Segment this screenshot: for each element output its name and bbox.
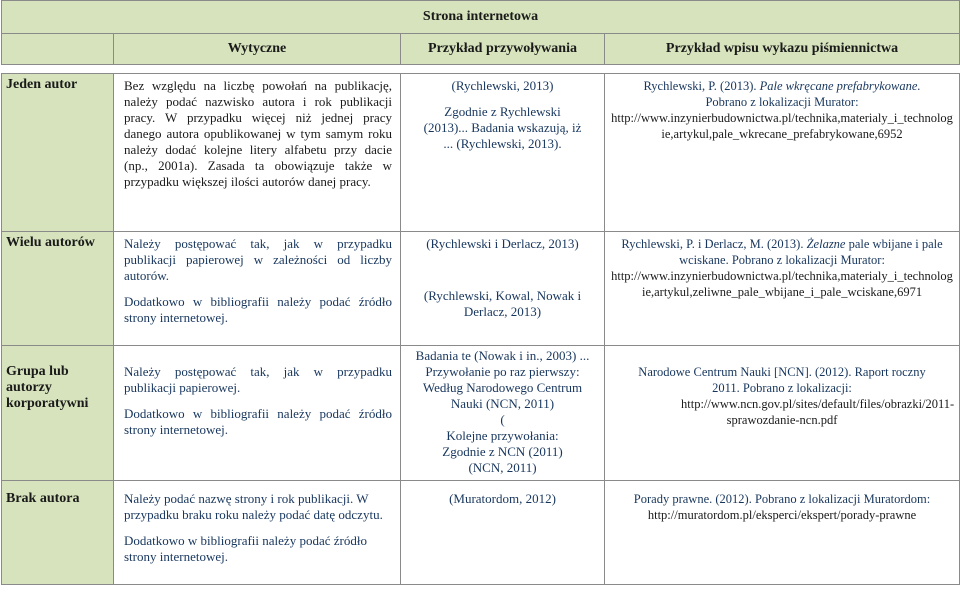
table-row bbox=[2, 346, 960, 481]
reference-title: Pale wkręcane prefabrykowane. bbox=[759, 79, 921, 93]
reference-url: http://www.ncn.gov.pl/sites/default/files/obrazki/2011-sprawozdanie-ncn.pdf bbox=[681, 397, 955, 427]
header-example-citation: Przykład przywoływania bbox=[401, 34, 605, 65]
header-spacer bbox=[2, 65, 960, 74]
row-rule bbox=[114, 481, 401, 585]
table-row bbox=[2, 74, 960, 232]
row-rule bbox=[114, 346, 401, 481]
rule-text: Bez względu na liczbę powołań na publikację, należy podać nazwisko autora i rok publikacji pracy. W przypadku więcej niż jednej pracy danego autora opublikowanej w tym samym roku należy dodać kolejne litery alfabetu przy dacie (np., 2001a). Zasada ta obowiązuje także w przypadku większej ilości autorów danej pracy. bbox=[124, 78, 392, 189]
row-examples bbox=[401, 346, 605, 481]
reference-text bbox=[611, 236, 953, 268]
reference-text bbox=[611, 78, 953, 94]
table-row bbox=[2, 481, 960, 585]
header-empty bbox=[2, 34, 114, 65]
reference-url: http://www.inzynierbudownictwa.pl/technika,materialy_i_technologie,artykul,zeliwne_pale_wbijane_i_pale_wciskane,6971 bbox=[611, 269, 953, 299]
rule-text: Należy postępować tak, jak w przypadku publikacji papierowej w zależności od liczby autorów. bbox=[124, 236, 392, 283]
table-row bbox=[2, 232, 960, 346]
reference-text: Narodowe Centrum Nauki [NCN]. (2012). Raport roczny 2011. Pobrano z lokalizacji: bbox=[638, 365, 926, 395]
row-author-type: Jeden autor bbox=[2, 74, 114, 232]
citation-guide-table bbox=[1, 0, 960, 585]
rule-text: Dodatkowo w bibliografii należy podać źródło strony internetowej. bbox=[124, 294, 392, 325]
rule-text: Należy podać nazwę strony i rok publikacji. W przypadku braku roku należy podać datę odczytu. bbox=[124, 491, 383, 522]
example-text: (NCN, 2011) bbox=[468, 460, 537, 475]
row-examples bbox=[401, 481, 605, 585]
rule-text: Dodatkowo w bibliografii należy podać źródło strony internetowej. bbox=[124, 533, 367, 564]
reference-title-rest: pale wbijane i pale wciskane. Pobrano z lokalizacji Murator: bbox=[679, 237, 943, 267]
example-text: Przywołanie po raz pierwszy: Według Narodowego Centrum Nauki (NCN, 2011) bbox=[422, 364, 583, 411]
reference-url: http://muratordom.pl/eksperci/ekspert/porady-prawne bbox=[647, 508, 917, 522]
table-title: Strona internetowa bbox=[2, 1, 960, 34]
row-rule bbox=[114, 74, 401, 232]
reference-title: Żelazne bbox=[806, 237, 846, 251]
reference-authors: Rychlewski, P. (2013). bbox=[643, 79, 760, 93]
header-example-reference: Przykład wpisu wykazu piśmiennictwa bbox=[605, 34, 960, 65]
example-text: (Rychlewski, Kowal, Nowak i Derlacz, 2013) bbox=[423, 288, 582, 319]
reference-url: http://www.inzynierbudownictwa.pl/technika,materialy_i_technologie,artykul,pale_wkrecane_prefabrykowane,6952 bbox=[611, 111, 953, 141]
row-author-type: Wielu autorów bbox=[2, 232, 114, 346]
example-text: ( bbox=[500, 412, 505, 427]
row-reference bbox=[605, 346, 960, 481]
rule-text: Należy postępować tak, jak w przypadku publikacji papierowej. bbox=[124, 364, 392, 395]
row-author-type: Grupa lub autorzy korporatywni bbox=[2, 346, 114, 481]
header-rules: Wytyczne bbox=[114, 34, 401, 65]
example-text: Badania te (Nowak i in., 2003) ... bbox=[415, 348, 590, 363]
row-rule bbox=[114, 232, 401, 346]
example-text: (Rychlewski, 2013) bbox=[451, 78, 554, 93]
reference-authors: Rychlewski, P. i Derlacz, M. (2013). bbox=[621, 237, 807, 251]
rule-text: Dodatkowo w bibliografii należy podać źródło strony internetowej. bbox=[124, 406, 392, 437]
row-reference bbox=[605, 481, 960, 585]
example-text: Kolejne przywołania: Zgodnie z NCN (2011) bbox=[442, 428, 563, 459]
reference-source: Pobrano z lokalizacji Murator: bbox=[705, 95, 859, 109]
example-text: (Rychlewski i Derlacz, 2013) bbox=[426, 236, 579, 251]
row-examples bbox=[401, 74, 605, 232]
row-reference bbox=[605, 74, 960, 232]
example-text: Zgodnie z Rychlewski (2013)... Badania wskazują, iż ... (Rychlewski, 2013). bbox=[423, 104, 582, 151]
row-examples bbox=[401, 232, 605, 346]
example-text: (Muratordom, 2012) bbox=[449, 491, 556, 506]
row-reference bbox=[605, 232, 960, 346]
row-author-type: Brak autora bbox=[2, 481, 114, 585]
reference-text: Porady prawne. (2012). Pobrano z lokalizacji Muratordom: bbox=[633, 492, 931, 506]
